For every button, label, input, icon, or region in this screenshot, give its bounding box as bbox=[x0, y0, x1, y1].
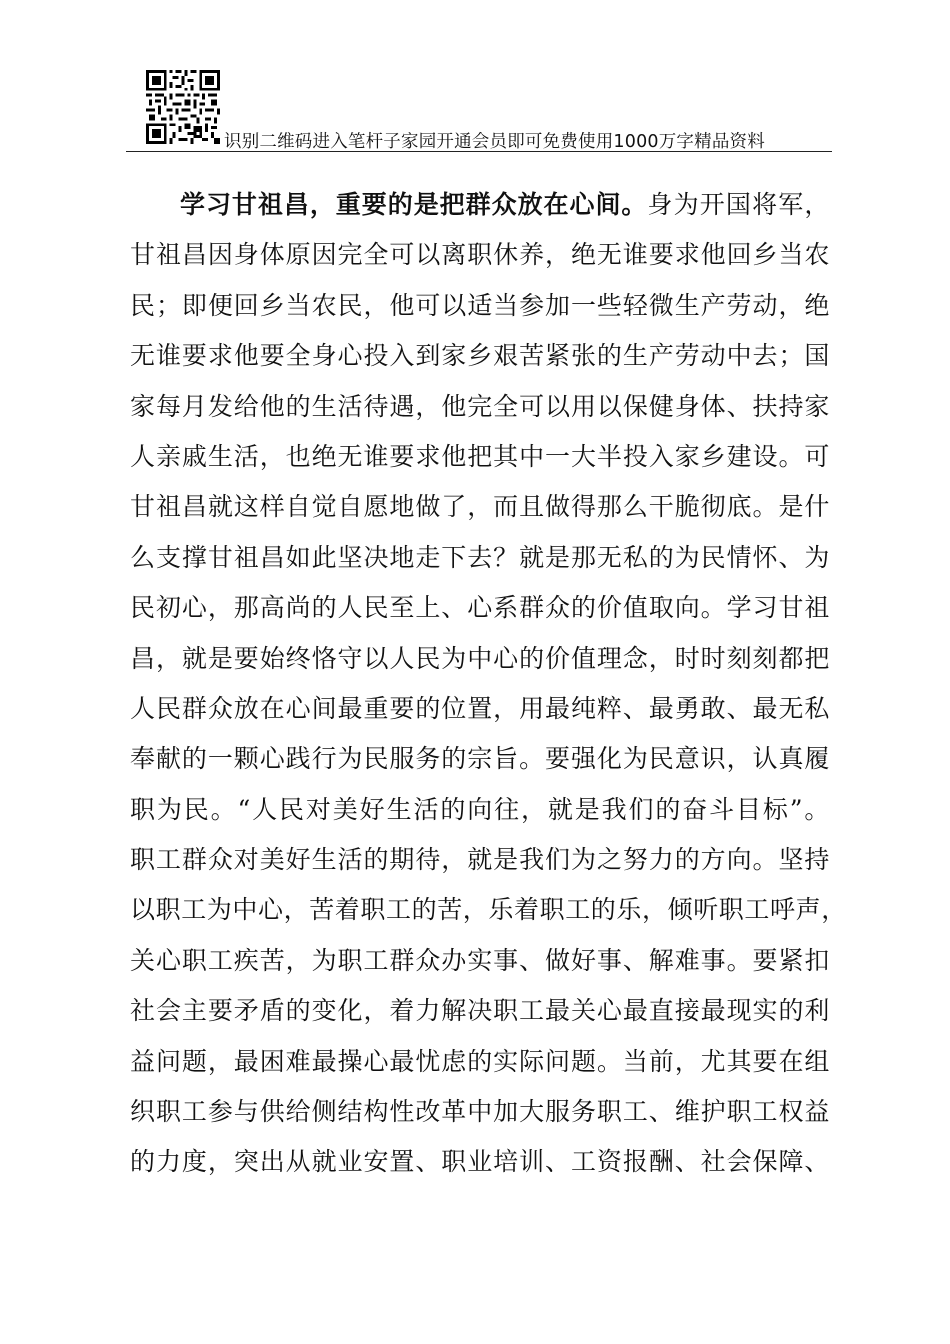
header-promo-text: 识别二维码进入笔杆子家园开通会员即可免费使用1000万字精品资料 bbox=[224, 132, 765, 152]
paragraph-line: 益问题，最困难最操心最忧虑的实际问题。当前，尤其要在组 bbox=[130, 1046, 830, 1076]
paragraph-line: 民；即便回乡当农民，他可以适当参加一些轻微生产劳动，绝 bbox=[130, 290, 830, 320]
paragraph-line: 职工群众对美好生活的期待，就是我们为之努力的方向。坚持 bbox=[130, 845, 830, 875]
paragraph-line: 么支撑甘祖昌如此坚决地走下去？就是那无私的为民情怀、为 bbox=[130, 542, 830, 572]
paragraph-line-first bbox=[130, 180, 830, 230]
paragraph-line: 家每月发给他的生活待遇，他完全可以用以保健身体、扶持家 bbox=[130, 391, 830, 421]
paragraph-line: 关心职工疾苦，为职工群众办实事、做好事、解难事。要紧扣 bbox=[130, 945, 830, 975]
paragraph-line: 人亲戚生活，也绝无谁要求他把其中一大半投入家乡建设。可 bbox=[130, 441, 830, 471]
paragraph-line: 甘祖昌因身体原因完全可以离职休养，绝无谁要求他回乡当农 bbox=[130, 240, 830, 270]
paragraph-line: 昌，就是要始终恪守以人民为中心的价值理念，时时刻刻都把 bbox=[130, 643, 830, 673]
paragraph-line: 民初心，那高尚的人民至上、心系群众的价值取向。学习甘祖 bbox=[130, 593, 830, 623]
paragraph-line: 织职工参与供给侧结构性改革中加大服务职工、维护职工权益 bbox=[130, 1097, 830, 1127]
paragraph-line: 职为民。“人民对美好生活的向往，就是我们的奋斗目标”。 bbox=[130, 794, 830, 824]
paragraph-line: 的力度，突出从就业安置、职业培训、工资报酬、社会保障、 bbox=[130, 1147, 830, 1177]
paragraph-line: 人民群众放在心间最重要的位置，用最纯粹、最勇敢、最无私 bbox=[130, 693, 830, 723]
article-paragraph bbox=[130, 180, 847, 1188]
paragraph-line: 以职工为中心，苦着职工的苦，乐着职工的乐，倾听职工呼声， bbox=[130, 895, 847, 925]
paragraph-line: 奉献的一颗心践行为民服务的宗旨。要强化为民意识，认真履 bbox=[130, 744, 830, 774]
paragraph-line: 社会主要矛盾的变化，着力解决职工最关心最直接最现实的利 bbox=[130, 996, 830, 1026]
qr-code-icon bbox=[146, 70, 220, 144]
paragraph-line: 甘祖昌就这样自觉自愿地做了，而且做得那么干脆彻底。是什 bbox=[130, 492, 830, 522]
paragraph-line: 无谁要求他要全身心投入到家乡艰苦紧张的生产劳动中去；国 bbox=[130, 341, 830, 371]
first-line-rest: 身为开国将军， bbox=[647, 190, 831, 219]
lead-sentence: 学习甘祖昌，重要的是把群众放在心间。 bbox=[180, 190, 648, 219]
header-divider bbox=[126, 151, 832, 152]
